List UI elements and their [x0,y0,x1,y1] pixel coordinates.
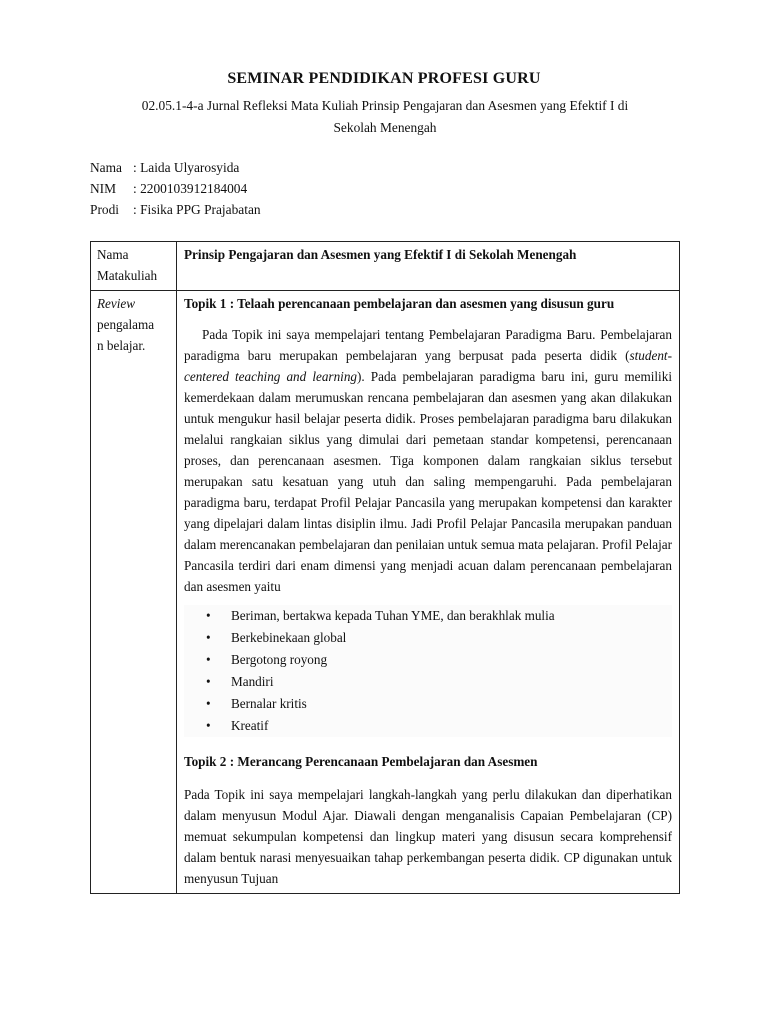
course-label-line-1: Nama [97,247,129,262]
review-label-line-2: pengalama [97,317,155,332]
identity-row-prodi [90,199,261,220]
identity-row-nim [90,178,261,199]
list-item-text: Bernalar kritis [231,696,307,711]
course-label-line-2: Matakuliah [97,268,158,283]
list-item [206,649,672,671]
list-item [206,715,672,737]
course-name-cell [177,242,680,291]
list-item [206,627,672,649]
list-item [206,605,672,627]
subtitle-line-1: 02.05.1-4-a Jurnal Refleksi Mata Kuliah Prinsip Pengajaran dan Asesmen yang Efektif I di [141,98,629,113]
bullet-icon: • [206,674,211,689]
review-content-cell [177,291,680,894]
topic-1-text-part-1: Pada Topik ini saya mempelajari tentang Pembelajaran Paradigma Baru. Pembelajaran paradigma baru merupakan pembelajaran yang berpusat pada peserta didik ( [184,327,672,363]
document-title: SEMINAR PENDIDIKAN PROFESI GURU [227,70,541,87]
topic-1-text-italic: student-centered teaching and learning [184,348,672,384]
bullet-icon: • [206,652,211,667]
topic-1-text-part-2: ). Pada pembelajaran paradigma baru ini, guru memiliki kemerdekaan dalam merumuskan rencana pembelajaran dan asesmen yang akan dilakukan untuk mengukur hasil belajar peserta didik. Proses pembelajaran paradigma baru dilakukan melalui rangkaian siklus yang dimulai dari pemetaan standar kompetensi, perencanaan proses, dan perencanaan asesmen. Tiga komponen dalam rangkaian siklus tersebut merupakan satu kesatuan yang utuh dan saling mempengaruhi. Pada pembelajaran paradigma baru, terdapat Profil Pelajar Pancasila yang merupakan kompetensi dan karakter yang dipelajari dalam lintas disiplin ilmu. Jadi Profil Pelajar Pancasila merupakan panduan dalam merencanakan pembelajaran dan penilaian untuk semua mata pelajaran. Profil Pelajar Pancasila terdiri dari enam dimensi yang menjadi acuan dalam perencanaan pembelajaran dan asesmen yaitu [184,369,672,594]
review-label-italic: Review [97,296,136,311]
bullet-icon: • [206,696,211,711]
identity-row-nama [90,157,261,178]
list-item-text: Kreatif [231,718,269,733]
subtitle-line-2: Sekolah Menengah [333,120,437,135]
identity-value: : Laida Ulyarosyida [133,160,240,175]
review-label-line-3: n belajar. [97,338,146,353]
bullet-icon: • [206,608,211,623]
profile-dimensions-list [184,605,672,737]
topic-1-heading: Topik 1 : Telaah perencanaan pembelajaran dan asesmen yang disusun guru [184,296,615,311]
bullet-icon: • [206,718,211,733]
review-label-cell [91,291,177,894]
identity-value: : 2200103912184004 [133,181,248,196]
topic-2-paragraph: Pada Topik ini saya mempelajari langkah-langkah yang perlu dilakukan dan diperhatikan dalam menyusun Modul Ajar. Diawali dengan menganalisis Capaian Pembelajaran (CP) memuat sekumpulan kompetensi dan lingkup materi yang disusun secara komprehensif dalam bentuk narasi menyesuaikan tahap perkembangan peserta didik. CP digunakan untuk menyusun Tujuan [184,787,672,886]
identity-label: NIM [90,181,117,196]
list-item-text: Mandiri [231,674,274,689]
course-label-cell [91,242,177,291]
bullet-icon: • [206,630,211,645]
list-item-text: Beriman, bertakwa kepada Tuhan YME, dan berakhlak mulia [231,608,555,623]
topic-1-paragraph [184,324,672,597]
table-row-course [91,242,680,291]
reflection-table [90,241,680,894]
identity-value: : Fisika PPG Prajabatan [133,202,261,217]
identity-label: Nama [90,160,122,175]
list-item-text: Berkebinekaan global [231,630,347,645]
list-item [206,671,672,693]
student-identity [90,157,261,220]
table-row-review [91,291,680,894]
document-subtitle [90,95,680,139]
list-item-text: Bergotong royong [231,652,328,667]
identity-label: Prodi [90,202,120,217]
course-name: Prinsip Pengajaran dan Asesmen yang Efektif I di Sekolah Menengah [184,247,577,262]
topic-2-heading: Topik 2 : Merancang Perencanaan Pembelajaran dan Asesmen [184,754,538,769]
list-item [206,693,672,715]
